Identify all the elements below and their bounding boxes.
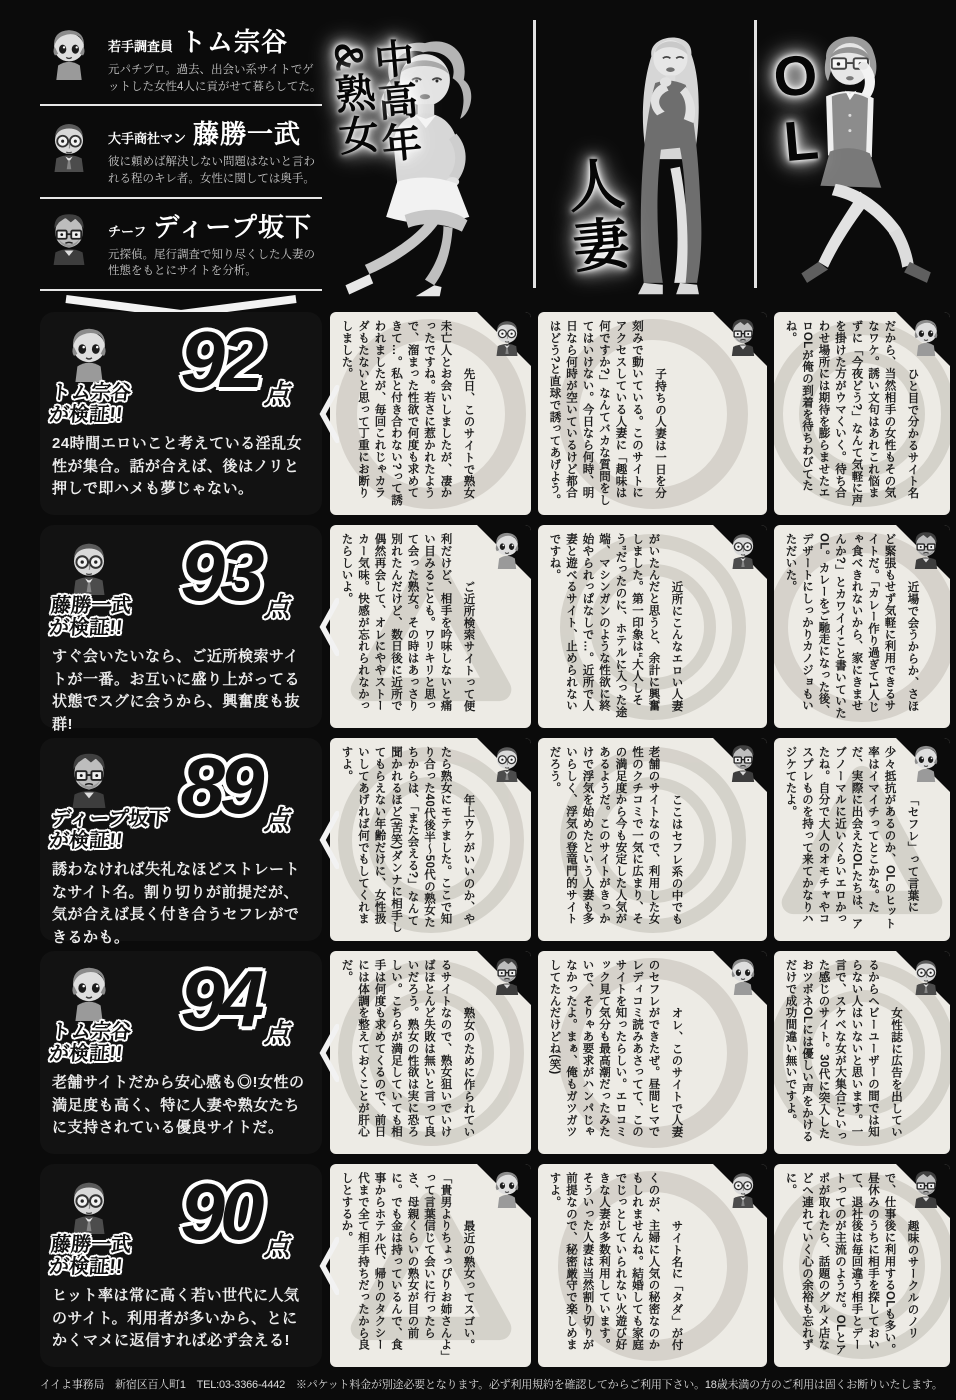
review-row — [40, 1164, 950, 1367]
testimonial-box — [330, 525, 531, 728]
testimonial-text — [330, 525, 492, 728]
testimonial-body: ひと目で分かるサイト名だから、当然相手の女性もその気なワケ。誘い文句はあれこれ悩まずに「今夜どう?」なんて気軽に声を掛けた方がウマくいく。待ち合わせ場所には期待を膨らませたエロOLが俺の到着を待ちわびてたね。 — [784, 320, 919, 506]
fuji-avatar-icon — [58, 533, 120, 595]
divider — [754, 20, 757, 288]
avatar-spacer — [662, 533, 692, 581]
testimonial-body: 「セフレ」って言葉に少々抵抗があるのか、OLのヒット率はイマイチってとこかな。ただ、実際に出会えたOLたちは、アブノーマルに近いくらいエロかったね。自分で大人のオモチャやコスプレものを持って来てかなりハジケてたよ。 — [784, 746, 919, 930]
score-value: 93 — [180, 528, 260, 617]
fuji-avatar-icon — [486, 740, 528, 782]
reviewer-profiles — [40, 14, 322, 302]
score-badge — [158, 741, 312, 852]
divider — [533, 20, 536, 288]
testimonial-boxes — [330, 1164, 950, 1367]
left-chevron-icon — [319, 384, 339, 444]
deep-avatar-icon — [905, 527, 947, 569]
reviewer-bio: 彼に頼めば解決しない問題はないと言われる程のキレ者。女性に関しては奥手。 — [108, 156, 315, 186]
profile-info — [108, 114, 322, 187]
tom-avatar-icon — [58, 320, 120, 382]
testimonial-body: サイト名に「タダ」が付くのが、主婦に人気の秘密なのかもしれませんね。結婚しても家庭でじっとしていられない火遊び好きな人妻が多数利用しています。そういった人妻は当然割り切りが前提なので、秘密厳守で楽しめますよ。 — [548, 1172, 683, 1351]
testimonial-box — [538, 951, 767, 1154]
deep-avatar-icon — [905, 1166, 947, 1208]
panel-top — [48, 315, 312, 426]
testimonial-body: 近場で会うからか、さほど緊張もせず気軽に利用できるサイトだ。「カレー作り過ぎて1人じゃ食べきれないから、家にきませんか?」とカワイイこと書いていたOL。カレーをご馳走になった後、デザートにしっかりカノジョもいただいた。 — [784, 533, 919, 719]
testimonial-boxes — [330, 525, 950, 728]
verify-label — [48, 809, 169, 852]
tom-avatar-icon — [486, 1166, 528, 1208]
verify-reviewer-name: トム宗谷 — [50, 1021, 132, 1043]
panel-top — [48, 954, 312, 1065]
review-summary: ヒット率は常に高く若い世代に人気のサイト。利用者が多いから、とにかくマメに返信すれば必ず会える! — [52, 1287, 300, 1350]
left-chevron-icon — [319, 597, 339, 657]
reviewer-role: 若手調査員 — [108, 39, 174, 54]
avatar-spacer — [662, 959, 692, 1007]
verify-reviewer-name: ディープ坂下 — [50, 808, 170, 830]
verify-reviewer-name: 藤勝一武 — [50, 595, 132, 617]
deep-avatar-icon — [722, 740, 764, 782]
left-chevron-icon — [319, 1236, 339, 1296]
testimonial-text — [538, 312, 683, 515]
reviewer-name: ディープ坂下 — [153, 211, 312, 242]
category-hitozuma — [539, 14, 751, 302]
profile-info — [108, 207, 322, 280]
testimonial-box — [538, 312, 767, 515]
panel-left — [50, 533, 158, 639]
score-unit: 点 — [263, 1018, 290, 1048]
fuji-avatar-icon — [722, 1166, 764, 1208]
avatar-spacer — [662, 746, 692, 794]
category-mature — [325, 14, 530, 302]
testimonial-body: 子持ちの人妻は一日を分刻みで動いている。このサイトにアクセスしている人妻に「趣味は何ですか?」なんてバカな質問をしてはいけない。今日なら何時、明日なら何時が空いているけど都合はどう?と直球で誘ってあげよう。 — [548, 320, 666, 506]
testimonial-box — [330, 1164, 531, 1367]
panel-top — [48, 528, 312, 639]
reviewer-name: 藤勝一武 — [193, 119, 302, 150]
score-unit: 点 — [263, 592, 290, 622]
testimonial-text — [538, 1164, 700, 1367]
category-label: 中高年&熟女 — [325, 36, 422, 166]
testimonial-body: ここはセフレ系の中でも老舗のサイトなので、利用した女性のクチコミで一気に広まり、その満足度から今も安定した人気があるようだ。このサイトがきっかけで浮気を始めたという人妻も多いらしく、浮気の登竜門的サイトだろう。 — [548, 746, 683, 925]
testimonial-text — [538, 951, 700, 1154]
profile-tom — [40, 14, 322, 106]
avatar-spacer — [662, 1172, 692, 1220]
verify-label — [48, 1235, 132, 1278]
testimonial-box — [538, 525, 767, 728]
verify-reviewer-name: 藤勝一武 — [50, 1234, 132, 1256]
verify-reviewer-name: トム宗谷 — [50, 382, 132, 404]
panel-left — [50, 1172, 158, 1278]
testimonial-boxes — [330, 738, 950, 941]
profile-fuji — [40, 106, 322, 198]
reviewer-bio: 元パチプロ。過去、出会い系サイトでゲットした女性4人に貢がせて暮らしてた。 — [108, 64, 322, 93]
testimonial-text — [330, 738, 492, 941]
footer-text: イイよ事務局 新宿区百人町1 TEL:03-3366-4442 ※パケット料金が別途必要となります。必ず利用規約を確認してからご利用下さい。18歳未満の方のご利用は固くお断りいたします。 — [40, 1379, 943, 1391]
testimonial-box — [774, 312, 950, 515]
fuji-avatar-icon — [486, 314, 528, 356]
testimonial-text — [538, 525, 700, 728]
reviewer-name: トム宗谷 — [180, 27, 289, 57]
fuji-avatar-icon — [40, 114, 98, 172]
avatar-spacer — [645, 320, 675, 368]
testimonial-body: オレ、このサイトで人妻のセフレができたぜ。昼間ヒマでレディコミ読みあさってて、このサイトを知ったらしい。エロコミック見て気分も最高潮だったみたいで、そりゃあ要求がハンパじゃなかったよ。まぁ、俺もガツガツしてたんだけどね(笑) — [548, 959, 683, 1138]
review-summary: 老舗サイトだから安心感も◎!女性の満足度も高く、特に人妻や熟女たちに支持されている優良サイトだ。 — [52, 1074, 305, 1137]
reviewer-panel — [40, 1164, 322, 1367]
score-value: 94 — [180, 954, 260, 1043]
testimonial-box — [774, 1164, 950, 1367]
panel-left — [48, 746, 170, 852]
panel-left — [50, 320, 158, 426]
reviewer-panel — [40, 951, 322, 1154]
testimonial-boxes — [330, 312, 950, 515]
testimonial-box — [330, 951, 531, 1154]
testimonial-box — [538, 1164, 767, 1367]
category-label: 人妻 — [558, 153, 632, 279]
testimonial-body: 先日、このサイトで熟女未亡人とお会いしましたが、凄かったですね。若さに惹かれたようで、溜まった性欲で何度も求めてきて…。私と付き合わない?って誘われましたが、毎回これじゃカラダもたないと思って丁重にお断りしました。 — [340, 320, 475, 506]
panel-top — [48, 741, 312, 852]
tom-avatar-icon — [58, 959, 120, 1021]
verify-label — [48, 596, 132, 639]
reviewer-bio: 元探偵。尾行調査で知り尽くした人妻の性態をもとにサイトを分析。 — [108, 248, 315, 278]
review-rows — [40, 312, 950, 1367]
panel-top — [48, 1167, 312, 1278]
testimonial-body: 最近の熟女ってスゴい。「貴男よりちょっぴりお姉さんよ」って言葉信じて会いに行ったらさ、母親くらいの熟女が目の前に。でも金は持っているんで、食事からホテル代、帰りのタクシー代まで全て相手持ちだったから良しとするか。 — [340, 1172, 475, 1357]
score-value: 92 — [180, 315, 260, 404]
tom-avatar-icon — [722, 953, 764, 995]
verify-suffix: が検証!! — [48, 403, 124, 426]
score-badge — [158, 315, 312, 426]
testimonial-box — [330, 738, 531, 941]
tom-avatar-icon — [905, 314, 947, 356]
panel-left — [50, 959, 158, 1065]
profile-deep — [40, 199, 322, 291]
score-value: 90 — [180, 1167, 260, 1256]
verify-suffix: が検証!! — [48, 616, 124, 639]
testimonial-boxes — [330, 951, 950, 1154]
page-footer — [40, 1376, 950, 1392]
testimonial-body: 熟女のために作られているサイトなので、熟女狙いでいけばほとんど失敗は無いと言って良いだろう。熟女の性欲は実に恐ろしい。こちらが満足していても相手は何度も求めてくるので、前日には体調を整えておくことが肝心だ。 — [340, 959, 475, 1138]
testimonial-box — [330, 312, 531, 515]
review-row — [40, 951, 950, 1154]
review-row — [40, 738, 950, 946]
verify-label — [48, 383, 132, 426]
testimonial-text — [330, 951, 492, 1154]
reviewer-panel — [40, 525, 322, 733]
review-summary: すぐ会いたいなら、ご近所検索サイトが一番。お互いに盛り上がってる状態でスグに会うから、興奮度も抜群! — [52, 648, 301, 733]
score-unit: 点 — [263, 379, 290, 409]
tom-avatar-icon — [40, 22, 98, 80]
score-badge — [158, 1167, 312, 1278]
tom-avatar-icon — [486, 527, 528, 569]
verify-suffix: が検証!! — [48, 829, 124, 852]
testimonial-text — [330, 312, 492, 515]
deep-avatar-icon — [486, 953, 528, 995]
left-chevron-icon — [319, 1023, 339, 1083]
testimonial-text — [538, 738, 700, 941]
score-value: 89 — [180, 741, 260, 830]
deep-avatar-icon — [722, 314, 764, 356]
testimonial-body: 女性誌に広告を出しているからヘビーユーザーの間では知らない人はいないと思います。一言で、スケベな女が大集合!といった感じのサイト。30代に突入したおツボネOLには優しい声をかけるだけで成功間違い無いですよ。 — [784, 959, 902, 1143]
verify-suffix: が検証!! — [48, 1255, 124, 1278]
score-badge — [158, 954, 312, 1065]
category-ol — [760, 14, 950, 302]
deep-avatar-icon — [40, 207, 98, 265]
testimonial-box — [774, 525, 950, 728]
testimonial-body: 趣味のサークルのノリで、仕事後に利用するOLも多い。昼休みのうちに相手を探しておいて、退社後は毎回違う相手とデートってのが主流のようだ。OLとアポが取れたら、話題のグルメ店などへ連れていく心の余裕も忘れずに。 — [784, 1172, 919, 1356]
category-headers — [325, 14, 950, 302]
tom-avatar-icon — [905, 740, 947, 782]
verify-label — [48, 1022, 132, 1065]
reviewer-panel — [40, 738, 322, 946]
review-summary: 24時間エロいこと考えている淫乱女性が集合。話が合えば、後はノリと押しで即ハメも夢じゃない。 — [52, 435, 303, 498]
reviewer-role: チーフ — [108, 223, 147, 239]
score-unit: 点 — [263, 1231, 290, 1261]
reviewer-panel — [40, 312, 322, 515]
review-summary: 誘わなければ失礼なほどストレートなサイト名。割り切りが前提だが、気が合えば長く付き合うセフレができるかも。 — [52, 861, 301, 946]
fuji-avatar-icon — [722, 527, 764, 569]
testimonial-body: 近所にこんなエロい人妻がいたんだと思うと、余計に興奮しました。第一印象は“大人しそう”だったのに、ホテルに入った途端、マシンガンのような性欲に終始やられっぱなしで…。近所で人妻と遊べるサイト、止められないですね。 — [548, 533, 683, 718]
testimonial-text — [330, 1164, 492, 1367]
deep-avatar-icon — [58, 746, 120, 808]
profile-info — [108, 22, 322, 95]
testimonial-box — [774, 951, 950, 1154]
score-unit: 点 — [263, 805, 290, 835]
review-row — [40, 312, 950, 515]
verify-suffix: が検証!! — [48, 1042, 124, 1065]
left-chevron-icon — [319, 810, 339, 870]
testimonial-box — [538, 738, 767, 941]
reviewer-role: 大手商社マン — [108, 131, 187, 147]
fuji-avatar-icon — [58, 1172, 120, 1234]
fuji-avatar-icon — [905, 953, 947, 995]
testimonial-box — [774, 738, 950, 941]
review-row — [40, 525, 950, 733]
testimonial-body: 年上ウケがいいのか、やたら熟女にモテました。ここで知り合った40代後半〜50代の熟女たちからは、「また会える?」なんて聞かれるほど(苦笑)ダンナに相手してもらえない年齢だけに、女性扱いしてあげれば何でもしてくれますよ。 — [340, 746, 475, 933]
testimonial-body: ご近所検索サイトって便利だけど、相手を吟味しないと痛い目みることも。ワリキリと思って会った熟女。その時はあっさり別れたんだけど、数日後に近所で偶然再会して、オレにややストーカー気味。快感が忘れられなかったらしいよ。 — [340, 533, 475, 712]
score-badge — [158, 528, 312, 639]
page-header — [40, 14, 950, 302]
category-label: OL — [761, 41, 836, 177]
